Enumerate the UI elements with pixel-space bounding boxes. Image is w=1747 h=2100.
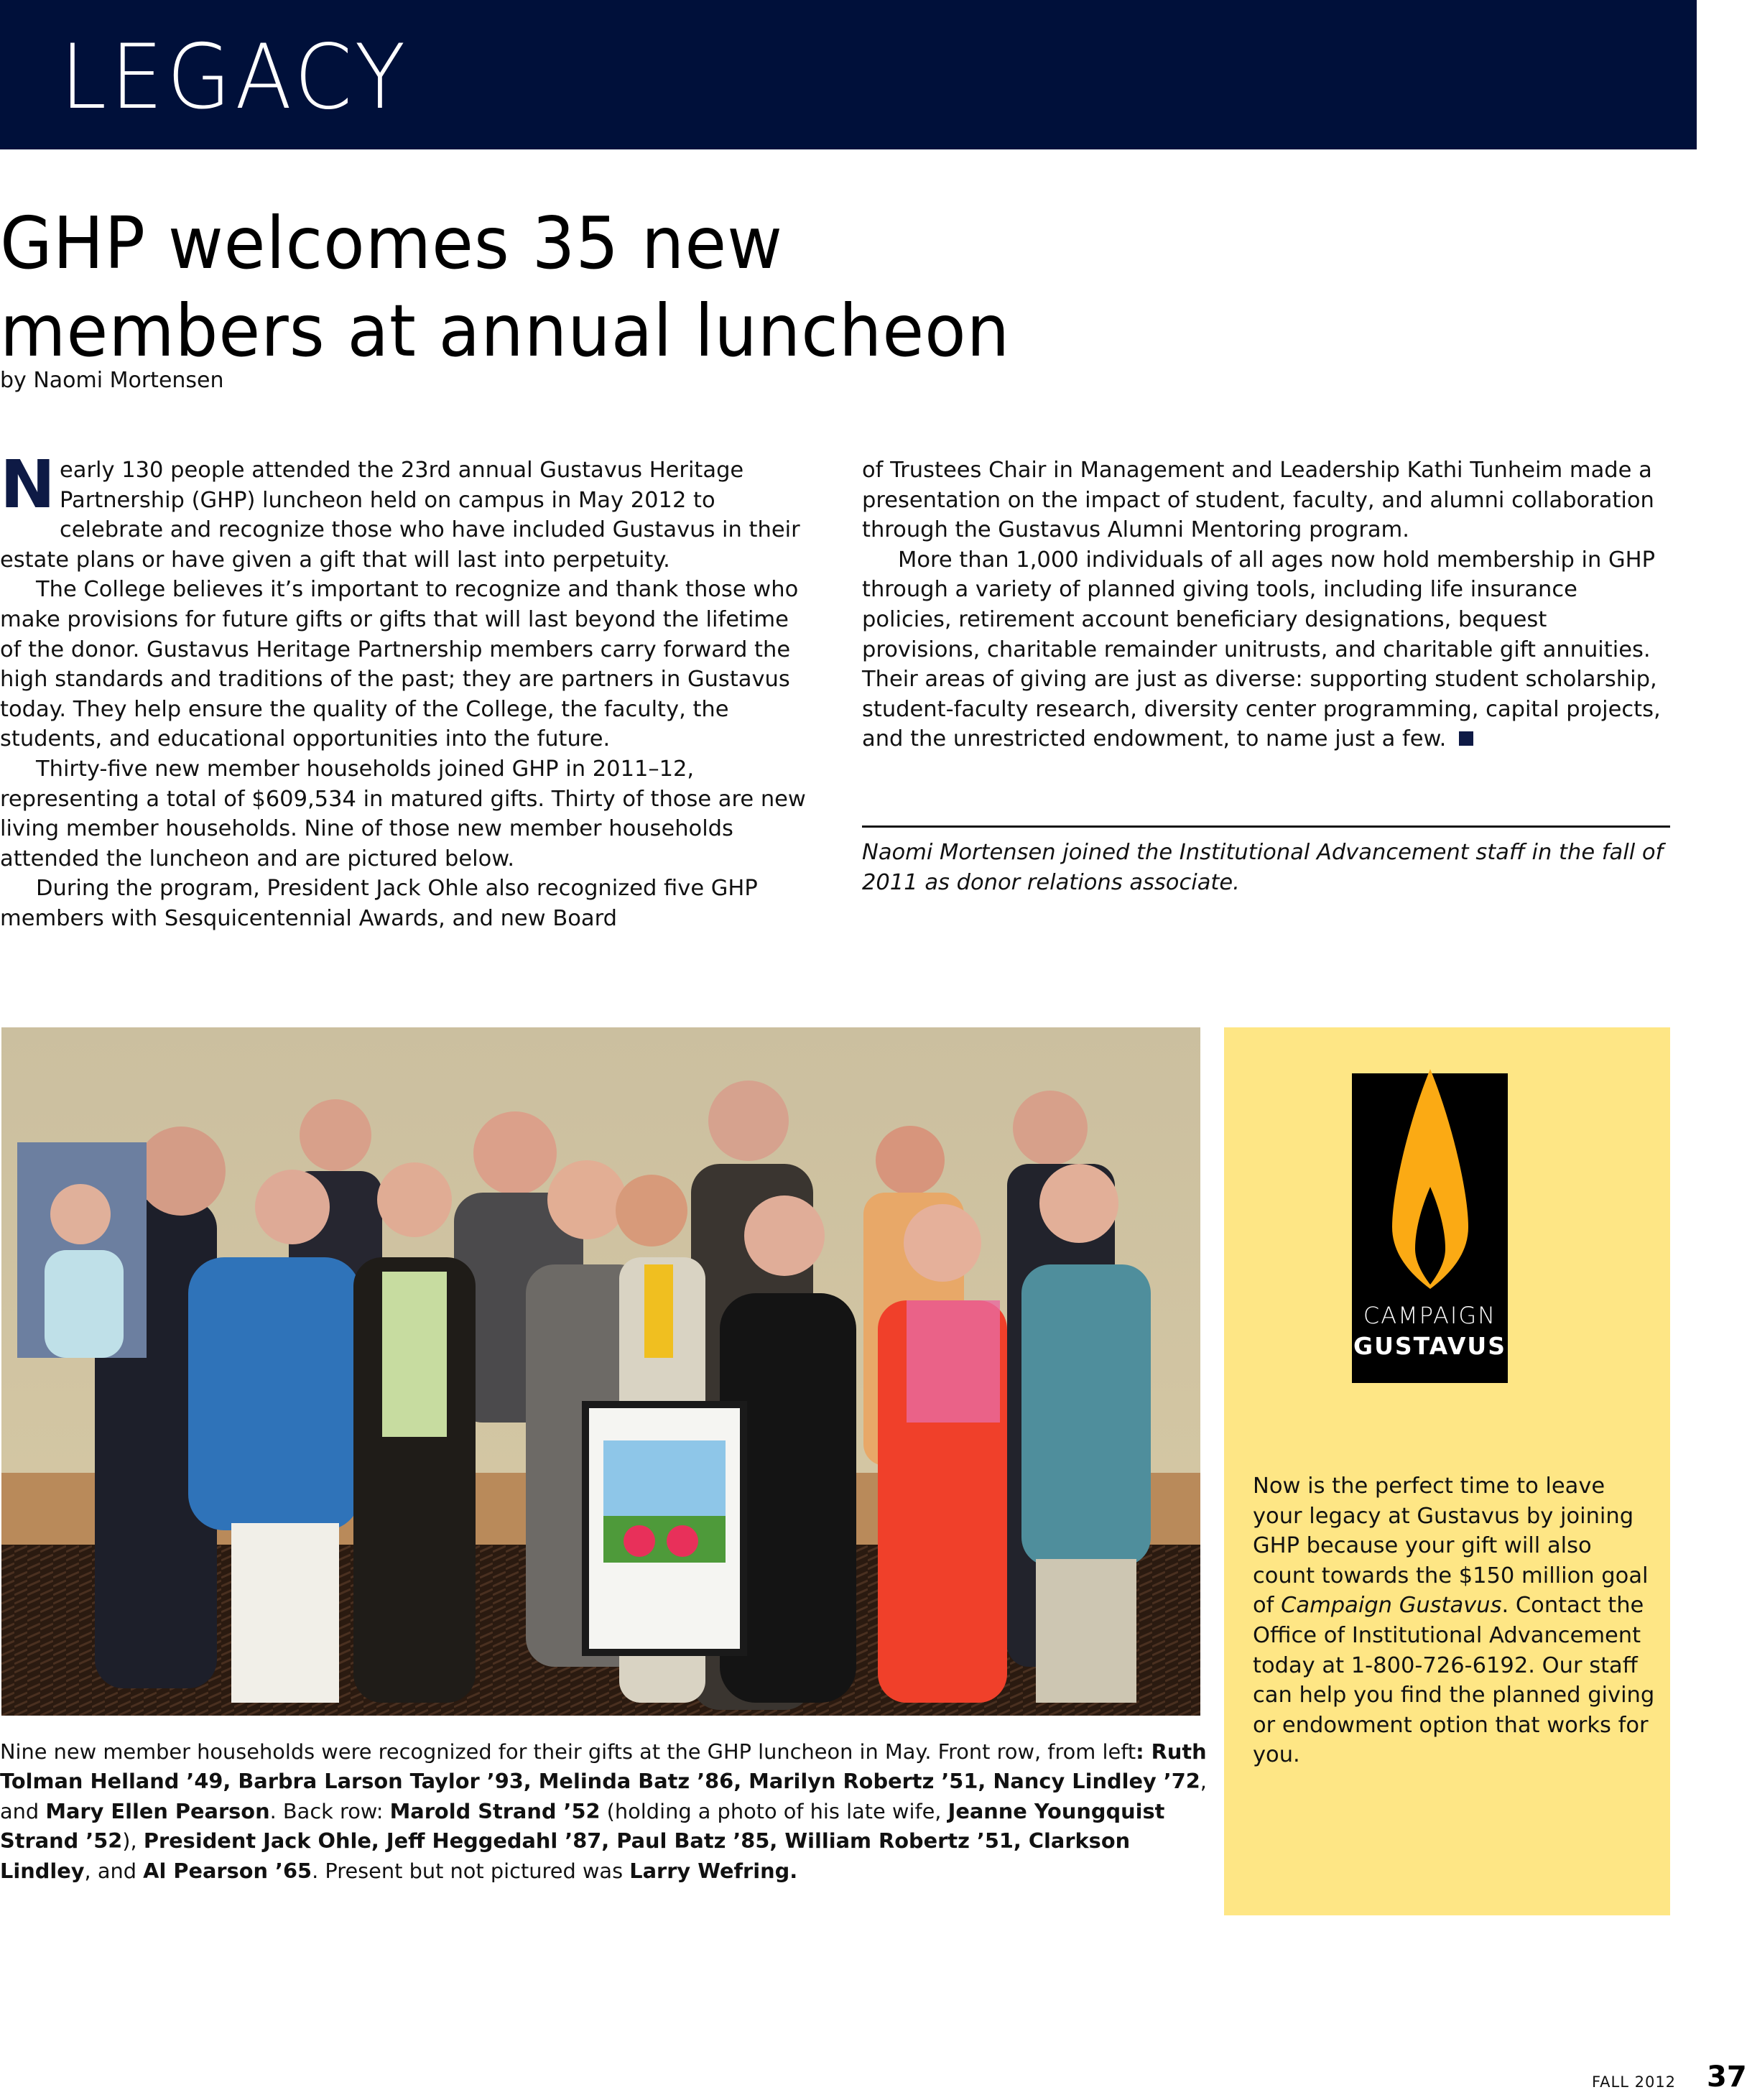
caption-names: President Jack Ohle, Jeff Heggedahl ’87, Paul Batz ’85, William Robertz ’51, Clarkson Lindley: [0, 1828, 1131, 1883]
article-headline: [0, 200, 1148, 375]
sidebar-message: [1253, 1471, 1659, 1770]
flame-icon: [1352, 1073, 1508, 1289]
article-paragraph: During the program, President Jack Ohle also recognized five GHP members with Sesquicentennial Awards, and new Board: [0, 876, 758, 931]
article-paragraph: The College believes it’s important to recognize and thank those who make provisions for future gifts or gifts that will last beyond the lifetime of the donor. Gustavus Heritage Partnership members carry forward the high standards and traditions of the past; they are partners in Gustavus today. They help ensure the quality of the College, the faculty, the students, and educational opportunities into the future.: [0, 577, 799, 752]
caption-names: Jeanne Youngquist Strand ’52: [0, 1798, 1165, 1854]
divider-rule: [862, 825, 1670, 828]
article-column-right: [862, 455, 1670, 754]
logo-text-gustavus: GUSTAVUS: [1353, 1332, 1506, 1360]
article-column-left: [0, 446, 810, 934]
caption-text: (holding a photo of his late wife,: [600, 1798, 948, 1823]
caption-text: Nine new member households were recognized for their gifts at the GHP luncheon in May. Front row, from left: [0, 1739, 1136, 1764]
page-number: 37: [1707, 2060, 1747, 2094]
issue-label: FALL 2012: [1592, 2073, 1677, 2091]
caption-names: Al Pearson ’65: [143, 1858, 312, 1883]
photo-caption: [0, 1737, 1207, 1886]
author-bio: Naomi Mortensen joined the Institutional Advancement staff in the fall of 2011 as donor relations associate.: [862, 840, 1664, 895]
campaign-sidebar: [1224, 1027, 1670, 1915]
caption-text: , and: [0, 1769, 1207, 1823]
caption-names: : Ruth Tolman Helland ’49, Barbra Larson Taylor ’93, Melinda Batz ’86, Marilyn Robertz ’51, Nancy Lindley ’72: [0, 1739, 1207, 1794]
caption-names: Mary Ellen Pearson: [45, 1798, 270, 1823]
campaign-gustavus-logo: [1352, 1073, 1508, 1383]
caption-text: . Back row:: [269, 1798, 390, 1823]
campaign-name: Campaign Gustavus: [1281, 1593, 1502, 1619]
article-paragraph: [862, 545, 1670, 754]
caption-text: , and: [84, 1858, 144, 1883]
group-photo-illustration: [1, 1027, 1200, 1716]
caption-names: Larry Wefring.: [629, 1858, 798, 1883]
framed-picture: [582, 1401, 747, 1656]
caption-names: Marold Strand ’52: [389, 1798, 601, 1823]
drop-cap: N: [0, 446, 55, 523]
sidebar-text: . Contact the Office of Institutional Advancement today at 1-800-726-6192. Our staff can help you find the planned giving or endowment option that works for you.: [1253, 1593, 1655, 1768]
logo-text-campaign: CAMPAIGN: [1363, 1302, 1497, 1329]
article-paragraph: [0, 446, 810, 575]
headline-line-1: GHP welcomes 35 new: [0, 201, 784, 285]
held-portrait: [17, 1142, 147, 1358]
paragraph-text: early 130 people attended the 23rd annual Gustavus Heritage Partnership (GHP) luncheon held on campus in May 2012 to celebrate and recognize those who have included Gustavus in their estate plans or have given a gift that will last into perpetuity.: [0, 458, 800, 573]
group-photo: [1, 1027, 1200, 1716]
headline-line-2: members at annual luncheon: [0, 289, 1011, 373]
caption-text: . Present but not pictured was: [312, 1858, 630, 1883]
caption-text: ),: [122, 1828, 144, 1854]
article-paragraph: of Trustees Chair in Management and Leadership Kathi Tunheim made a presentation on the impact of student, faculty, and alumni collaboration through the Gustavus Alumni Mentoring program.: [862, 458, 1654, 543]
section-title: LEGACY: [60, 26, 409, 129]
section-banner: [0, 0, 1697, 149]
end-mark-icon: [1459, 731, 1473, 746]
article-byline: by Naomi Mortensen: [0, 368, 224, 393]
sidebar-text: Now is the perfect time to leave your legacy at Gustavus by joining GHP because your gift will also count towards the $150 million goal of: [1253, 1474, 1649, 1619]
paragraph-text: More than 1,000 individuals of all ages now hold membership in GHP through a variety of planned giving tools, including life insurance policies, retirement account beneficiary designations, bequest provisions, charitable remainder unitrusts, and charitable gift annuities. Their areas of giving are just as diverse: supporting student scholarship, student-faculty research, diversity center programming, capital projects, and the unrestricted endowment, to name just a few.: [862, 547, 1661, 752]
article-paragraph: Thirty-five new member households joined GHP in 2011–12, representing a total of $609,534 in matured gifts. Thirty of those are new living member households. Nine of those new member households attended the luncheon and are pictured below.: [0, 756, 806, 871]
